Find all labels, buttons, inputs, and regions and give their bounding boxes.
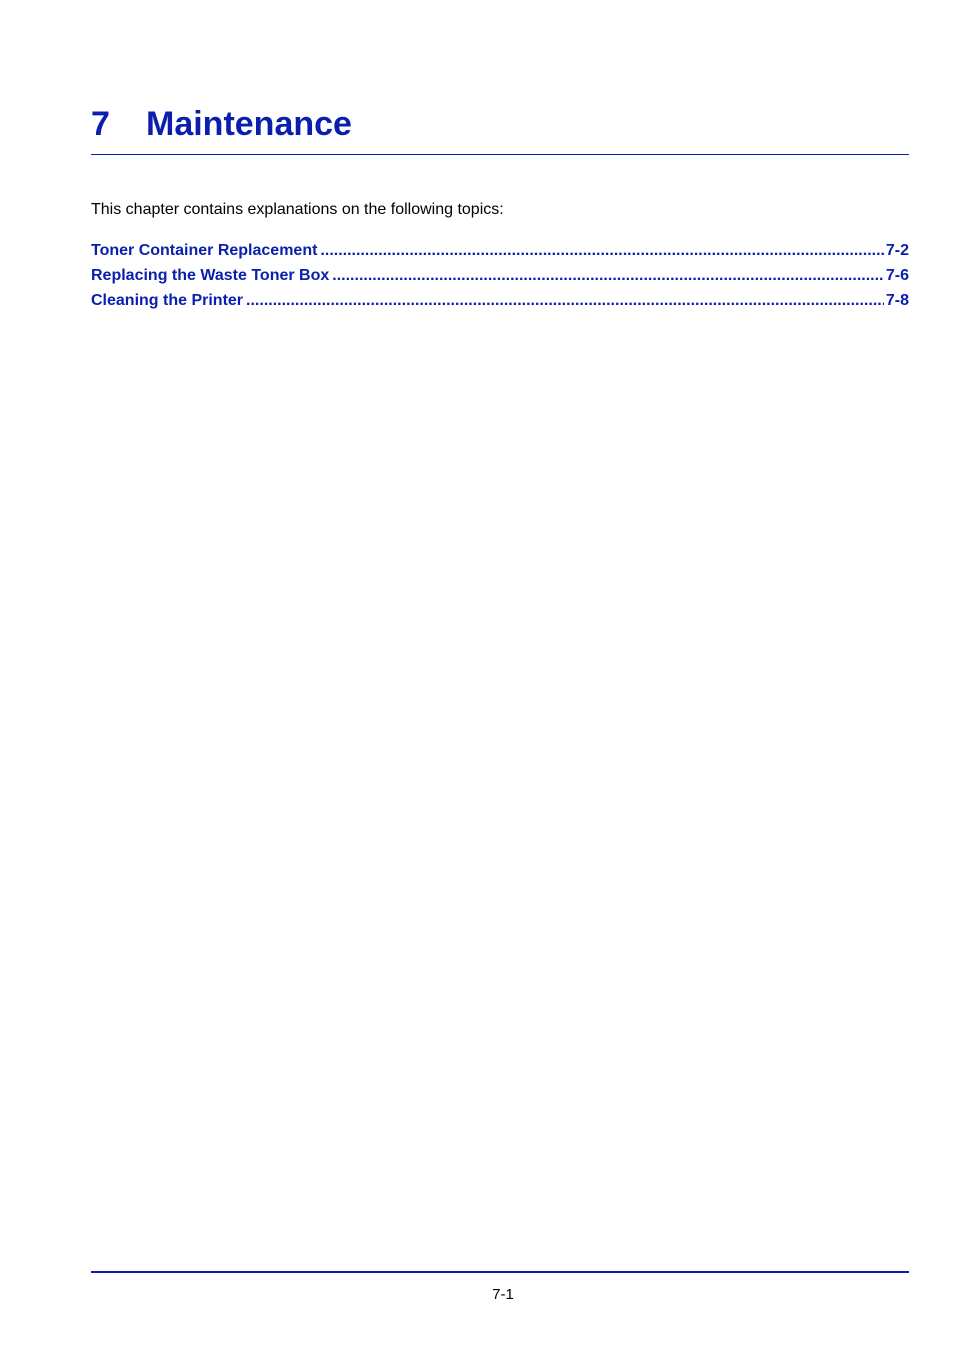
toc-entry-page: 7-2 bbox=[885, 242, 909, 259]
toc-dot-leader bbox=[320, 240, 883, 261]
toc-dot-leader bbox=[246, 290, 884, 311]
table-of-contents bbox=[91, 240, 909, 315]
toc-entry-page: 7-6 bbox=[885, 267, 909, 284]
toc-entry-toner-container-replacement[interactable] bbox=[91, 240, 909, 265]
chapter-heading bbox=[91, 103, 352, 145]
toc-entry-title: Cleaning the Printer bbox=[91, 292, 244, 309]
toc-entry-page: 7-8 bbox=[885, 292, 909, 309]
toc-entry-title: Replacing the Waste Toner Box bbox=[91, 267, 330, 284]
toc-entry-title: Toner Container Replacement bbox=[91, 242, 318, 259]
page-number: 7-1 bbox=[492, 1286, 514, 1303]
chapter-title: Maintenance bbox=[146, 105, 352, 143]
toc-entry-replacing-waste-toner-box[interactable] bbox=[91, 265, 909, 290]
toc-entry-cleaning-the-printer[interactable] bbox=[91, 290, 909, 315]
intro-text: This chapter contains explanations on the following topics: bbox=[91, 201, 504, 218]
footer-divider bbox=[91, 1271, 909, 1273]
chapter-number: 7 bbox=[91, 105, 110, 143]
toc-dot-leader bbox=[332, 265, 884, 286]
heading-divider bbox=[91, 154, 909, 155]
